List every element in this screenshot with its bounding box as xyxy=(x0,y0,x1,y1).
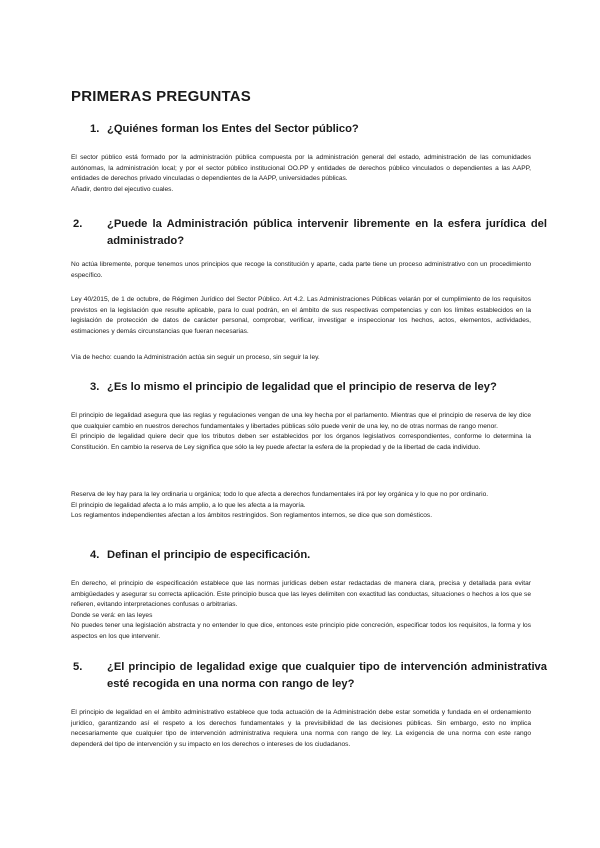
question-3-number: 3. xyxy=(90,381,100,393)
answer-1 xyxy=(71,153,531,195)
question-5-text: ¿El principio de legalidad exige que cualquier tipo de intervención administrativa esté recogida en una norma con rango de ley? xyxy=(107,661,547,690)
question-2-heading xyxy=(73,216,547,250)
question-4-number: 4. xyxy=(90,549,100,561)
question-5-number: 5. xyxy=(73,661,83,673)
question-5-heading xyxy=(73,659,547,693)
answer-3-paragraph-1: El principio de legalidad asegura que las reglas y regulaciones vengan de una ley hecha por el parlamento. Mientras que el principio de reserva de ley dice que cualquier cambio en nuestros derechos fundamentales y libertades públicas sólo puede venir de una ley, no de otras normas de rango menor. xyxy=(71,412,531,430)
question-3-text: ¿Es lo mismo el principio de legalidad que el principio de reserva de ley? xyxy=(107,381,497,393)
answer-3-block-1 xyxy=(71,411,531,453)
answer-4-paragraph-3: No puedes tener una legislación abstracta y no entender lo que dice, entonces este principio pide concreción, especificar todos los requisitos, la forma y los aspectos en los que intervenir. xyxy=(71,622,531,640)
question-4-heading xyxy=(90,547,530,564)
answer-2-paragraph-3: Vía de hecho: cuando la Administración actúa sin seguir un proceso, sin seguir la ley. xyxy=(71,354,320,361)
answer-4-paragraph-2: Donde se verá: en las leyes xyxy=(71,611,153,619)
question-4-text: Definan el principio de especificación. xyxy=(107,549,311,561)
question-1-number: 1. xyxy=(90,123,100,135)
question-2-number: 2. xyxy=(73,218,83,230)
answer-3-block-2 xyxy=(71,490,531,522)
question-3-heading xyxy=(90,379,530,396)
answer-3-paragraph-2: El principio de legalidad quiere decir que los tributos deben ser establecidos por los órganos legislativos correspondientes, conforme lo determina la Constitución. En cambio la reserva de Ley significa que sólo la ley puede afectar la esfera de la propiedad y de la libertad de cada individuo. xyxy=(71,433,531,451)
answer-5-paragraph: El principio de legalidad en el ámbito administrativo establece que toda actuación de la Administración debe estar sometida y fundada en el ordenamiento jurídico, garantizando así el respeto a los derechos fundamentales y la previsibilidad de las decisiones públicas. Sin embargo, esto no implica necesariamente que cualquier tipo de intervención administrativa requiera una norma con rango de ley. La exigencia de una norma con este rango dependerá del tipo de intervención y su impacto en los derechos o intereses de los ciudadanos. xyxy=(71,709,531,748)
question-2-text: ¿Puede la Administración pública intervenir libremente en la esfera jurídica del administrado? xyxy=(107,218,547,247)
answer-1-note: Añadir, dentro del ejecutivo cuales. xyxy=(71,185,174,193)
answer-1-paragraph: El sector público está formado por la administración pública compuesta por la administración general del estado, administración de las comunidades autónomas, la administración local; y por el sector público institucional OO.PP y entidades de derechos público vinculados o dependientes a las AAPP, entidades de derechos privado vinculadas o dependientes de la AAPP, universidades públicas. xyxy=(71,154,531,183)
answer-3-paragraph-5: Los reglamentos independientes afectan a los ámbitos restringidos. Son reglamentos internos, se dice que son domésticos. xyxy=(71,512,433,520)
page-title: PRIMERAS PREGUNTAS xyxy=(71,88,252,105)
answer-2-paragraph-2: Ley 40/2015, de 1 de octubre, de Régimen Jurídico del Sector Público. Art 4.2. Las Administraciones Públicas velarán por el cumplimiento de los requisitos previstos en la legislación que resulte aplicable, para lo cual podrán, en el ámbito de sus respectivas competencias y con los límites establecidos en la legislación de protección de datos de carácter personal, comprobar, verificar, investigar e inspeccionar los hechos, actos, elementos, actividades, estimaciones y demás circunstancias que fueran necesarias. xyxy=(71,296,531,335)
answer-3-paragraph-4: El principio de legalidad afecta a lo más amplio, a lo que les afecta a la mayoría. xyxy=(71,501,306,509)
answer-2-paragraph-1: No actúa libremente, porque tenemos unos principios que recoge la constitución y aparte, cada parte tiene un proceso administrativo con un procedimiento específico. xyxy=(71,261,531,279)
answer-3-paragraph-3: Reserva de ley hay para la ley ordinaria u orgánica; todo lo que afecta a derechos fundamentales irá por ley orgánica y lo que no por ordinario. xyxy=(71,491,489,498)
answer-4-paragraph-1: En derecho, el principio de especificación establece que las normas jurídicas deben estar redactadas de manera clara, precisa y detallada para evitar ambigüedades y asegurar su correcta aplicación. Este principio busca que las leyes delimiten con exactitud las conductas, situaciones o hechos a los que se refieren, evitando interpretaciones confusas o arbitrarias. xyxy=(71,580,531,609)
question-1-heading xyxy=(90,121,530,138)
answer-4 xyxy=(71,579,531,643)
question-1-text: ¿Quiénes forman los Entes del Sector público? xyxy=(107,123,359,135)
